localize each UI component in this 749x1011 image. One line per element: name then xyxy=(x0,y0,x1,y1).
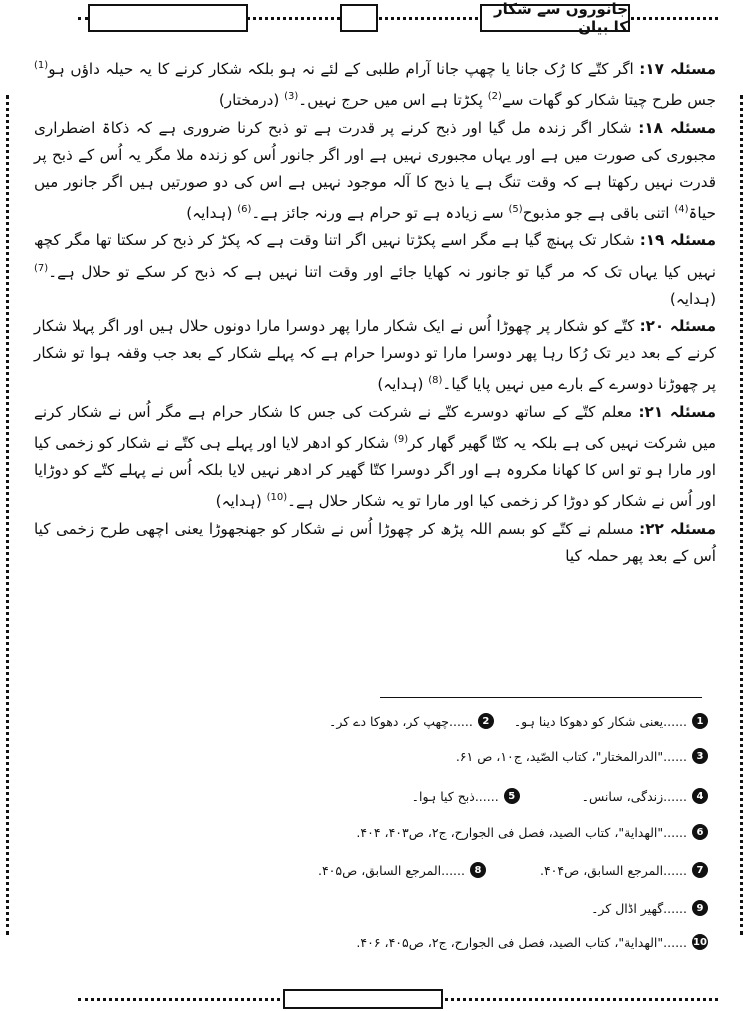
masala-text: جس طرح چیتا شکار کو گھات سے xyxy=(501,91,716,110)
masala-label: مسئلہ ۱۷: xyxy=(639,60,716,79)
masala-18 xyxy=(34,115,716,228)
footnote-row-9 xyxy=(38,896,708,920)
right-border-chain xyxy=(740,95,743,935)
source-ref: (ہدایہ) xyxy=(377,375,429,394)
masala-21 xyxy=(34,399,716,516)
footnote-ref: (2) xyxy=(487,91,502,103)
footnote-text: ......یعنی شکار کو دھوکا دینا ہو۔ xyxy=(513,713,687,729)
masala-text: سے زیادہ ہے تو حرام ہے ورنہ جائز ہے۔ xyxy=(251,204,509,223)
chapter-title: جانوروں سے شکار کا بیان xyxy=(480,4,630,32)
masala-label: مسئلہ ۲۱: xyxy=(638,402,716,421)
footnote-item xyxy=(456,748,708,764)
footnote-number-badge: 3 xyxy=(692,748,708,764)
footnote-item xyxy=(412,788,520,804)
footnote-ref: (3) xyxy=(284,91,299,103)
footnote-ref: (5) xyxy=(508,204,523,216)
footnote-row-7 xyxy=(38,858,708,882)
masala-20 xyxy=(34,313,716,399)
footnote-text: ......گھیر اڈال کر۔ xyxy=(591,900,687,916)
footnote-text: ......"الهداية"، کتاب الصيد، فصل فی الجوارح، ج۲، ص۴۰۵، ۴۰۶. xyxy=(356,934,687,950)
footnote-row-3 xyxy=(38,744,708,768)
footnote-number-badge: 10 xyxy=(692,934,708,950)
footnote-number-badge: 6 xyxy=(692,824,708,840)
footnote-text: ......"الدرالمختار"، کتاب الصّید، ج۱۰، ص ۶۱. xyxy=(455,748,687,764)
masala-22 xyxy=(34,516,716,570)
footnote-number-badge: 8 xyxy=(470,862,486,878)
masala-text: کتّے کو شکار پر چھوڑا اُس نے ایک شکار مارا پھر دوسرا مارا دونوں حلال ہیں اور اگر پہلا شکار کرنے کے بعد دیر تک رُکا رہا پھر دوسرا مارا تو دوسرا حرام ہے کہ پہلے شکار کے بعد جب وقفہ ہوا تو شکار پر چھوڑنا دوسرے کے بارے میں نہیں پایا گیا۔ xyxy=(34,317,716,394)
footnote-row-10 xyxy=(38,930,708,954)
footnote-row-6 xyxy=(38,820,708,844)
masala-label: مسئلہ ۱۹: xyxy=(639,231,716,250)
footnote-ref: (1) xyxy=(34,60,49,71)
left-border-chain xyxy=(6,95,9,935)
footnote-number-badge: 2 xyxy=(478,713,494,729)
footnote-item xyxy=(356,824,708,840)
footnote-ref: (7) xyxy=(34,262,49,274)
main-text xyxy=(34,52,716,570)
footnote-text: ......ذبح کیا ہوا۔ xyxy=(411,788,499,804)
footnote-ref: (4) xyxy=(674,204,689,216)
masala-label: مسئلہ ۲۲: xyxy=(639,519,716,538)
source-ref: (ہدایہ) xyxy=(186,204,238,223)
header-empty-box-left xyxy=(88,4,248,32)
masala-text: شکار کو ادھر لایا اور پہلے ہی کتّے نے شکار کو زخمی کیا اور مارا ہو تو اس کا کھانا مکروہ ہے اور اگر دوسرا کتّا گھیر کر ادھر نہیں لایا بلکہ اُس نے پہلے کتّے کو دوڑایا اور اُس نے شکار کو دوڑا کر زخمی کیا اور مارا تو یہ شکار حلال ہے۔ xyxy=(34,434,716,511)
footnote-item xyxy=(591,900,708,916)
source-ref: (درمختار) xyxy=(218,91,285,110)
footer-empty-box xyxy=(283,989,443,1009)
footnote-item xyxy=(329,713,494,729)
footnote-separator xyxy=(380,697,702,698)
masala-text: شکار اگر زندہ مل گیا اور ذبح کرنے پر قدرت ہے تو ذبح کرنا ضروری ہے کہ ذکاۃ اضطراری مجبوری کی صورت میں ہے اور یہاں مجبوری نہیں ہے اور اگر جانور اُس کو زندہ ملا مگر یہ اُس کے ذبح پر قدرت نہیں رکھتا ہے کہ وقت تنگ ہے یا ذبح کا آلہ موجود نہیں ہے اس کی دو صورتیں ہیں اگر جانور میں حیاۃ xyxy=(34,118,716,223)
masala-label: مسئلہ ۱۸: xyxy=(638,118,716,137)
masala-text: اگر کتّے کا رُک جانا یا چھپ جانا آرام طلبی کے لئے نہ ہو بلکہ شکار کرنے کا یہ حیلہ داؤں ہو xyxy=(48,60,640,79)
masala-text: اتنی باقی ہے جو مذبوح xyxy=(522,204,675,223)
footnote-item xyxy=(540,862,708,878)
footnote-number-badge: 1 xyxy=(692,713,708,729)
footnote-ref: (10) xyxy=(266,492,288,504)
footnote-number-badge: 5 xyxy=(504,788,520,804)
footnote-text: ......المرجع السابق، ص۴۰۴. xyxy=(539,862,687,878)
header-empty-box-middle xyxy=(340,4,378,32)
footnote-item xyxy=(356,934,708,950)
footnote-number-badge: 4 xyxy=(692,788,708,804)
footnote-text: ......المرجع السابق، ص۴۰۵. xyxy=(317,862,465,878)
footnote-row-1 xyxy=(38,709,708,733)
masala-text: شکار تک پہنچ گیا ہے مگر اسے پکڑتا نہیں اگر اتنا وقت ہے کہ پکڑ کر ذبح کر سکتا تھا مگر کچھ نہیں کیا یہاں تک کہ مر گیا تو جانور نہ کھایا جائے اور وقت اتنا نہیں ہے کہ ذبح کر سکے تو حلال ہے۔ xyxy=(34,231,716,281)
footnote-ref: (6) xyxy=(237,204,252,216)
masala-label: مسئلہ ۲۰: xyxy=(639,317,716,336)
footnote-number-badge: 7 xyxy=(692,862,708,878)
source-ref: (ہدایہ) xyxy=(215,492,267,511)
masala-text: مسلم نے کتّے کو بسم اللہ پڑھ کر چھوڑا اُس نے شکار کو جھنجھوڑا یعنی اچھی طرح زخمی کیا اُس کے بعد پھر حملہ کیا xyxy=(34,519,716,565)
footnote-item xyxy=(582,788,708,804)
masala-text: معلم کتّے کے ساتھ دوسرے کتّے نے شرکت کی جس کا شکار حرام ہے مگر اُس نے شکار کرنے میں شرکت نہیں کی ہے بلکہ یہ کتّا گھیر گھار کر xyxy=(34,402,716,453)
footnote-ref: (8) xyxy=(428,375,443,387)
footnote-item xyxy=(318,862,486,878)
footnote-text: ......چھپ کر، دھوکا دے کر۔ xyxy=(329,713,473,729)
source-ref: (ہدایہ) xyxy=(669,289,716,308)
masala-text: پکڑتا ہے اس میں حرج نہیں۔ xyxy=(298,91,488,110)
masala-17 xyxy=(34,52,716,115)
masala-19 xyxy=(34,227,716,313)
footnote-ref: (9) xyxy=(393,433,409,445)
footnote-item xyxy=(514,713,708,729)
footnote-text: ......زندگی، سانس۔ xyxy=(581,788,687,804)
footnote-text: ......"الهداية"، کتاب الصيد، فصل فی الجوارح، ج۲، ص۴۰۳، ۴۰۴. xyxy=(356,824,687,840)
footnote-number-badge: 9 xyxy=(692,900,708,916)
footnote-row-4 xyxy=(38,784,708,808)
